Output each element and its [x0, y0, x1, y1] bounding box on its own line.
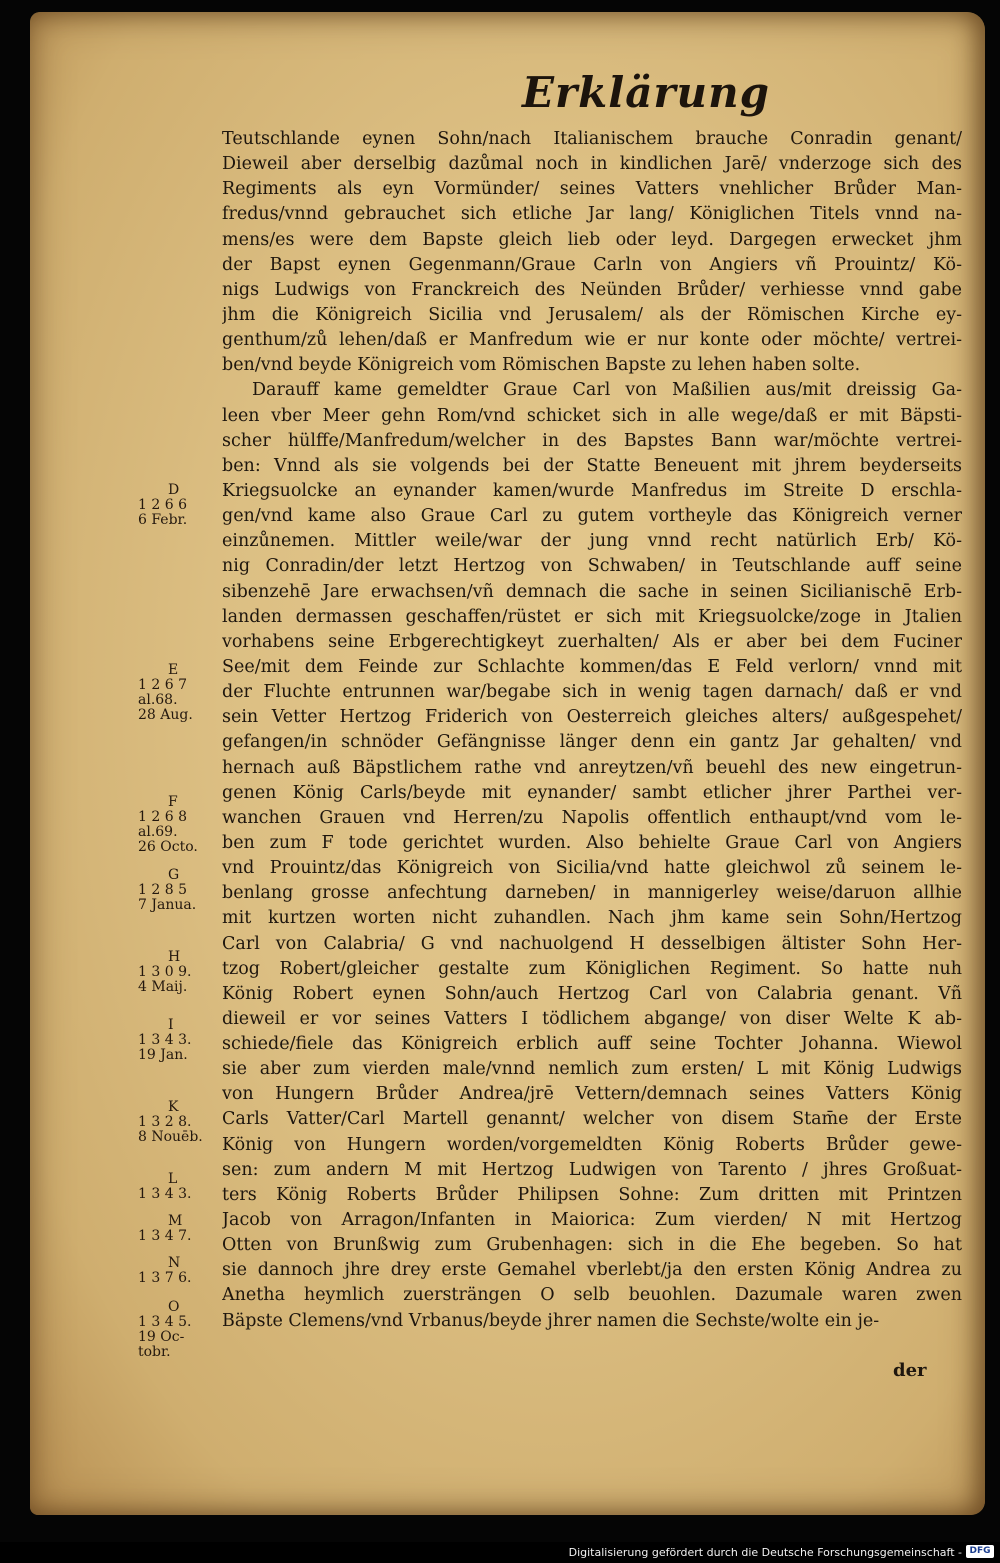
text-line: gefangen/in schnöder Gefängnisse länger denn ein gantz Jar gehalten/ vnd	[222, 732, 962, 753]
text-line: ters König Roberts Brůder Philipsen Sohne: Zum dritten mit Printzen	[222, 1184, 962, 1205]
text-line: mit kurtzen worten nicht zuhandlen. Nach jhm kame sein Sohn/Hertzog	[222, 908, 962, 929]
text-line: der Bapst eynen Gegenmann/Graue Carln von Angiers vñ Prouintz/ Kö-	[222, 254, 962, 275]
text-line: Anetha heymlich zuersträngen O selb beuohlen. Dazumale waren zwen	[222, 1285, 962, 1306]
margin-note-line: al.69.	[138, 824, 178, 840]
text-line: landen dermassen geschaffen/rüstet er sich mit Kriegsuolcke/zoge in Jtalien	[222, 606, 962, 627]
text-line: vorhabens seine Erbgerechtigkeyt zuerhalten/ Als er aber bei dem Fuciner	[222, 631, 962, 652]
text-line: fredus/vnnd gebrauchet sich etliche Jar lang/ Königlichen Titels vnnd na-	[222, 204, 962, 225]
text-line: schiede/fiele das Königreich erblich auff seine Tochter Johanna. Wiewol	[222, 1034, 962, 1055]
margin-note-line: 28 Aug.	[138, 707, 193, 723]
text-line: von Hungern Brůder Andrea/jrē Vettern/demnach seines Vatters König	[222, 1084, 962, 1105]
margin-note-line: E	[168, 662, 179, 678]
text-line: Darauff kame gemeldter Graue Carl von Maßilien aus/mit dreissig Ga-	[252, 380, 962, 401]
margin-note-line: K	[168, 1099, 179, 1115]
margin-note	[138, 1300, 228, 1360]
margin-note-line: I	[168, 1017, 174, 1033]
margin-note-line: 1 2 6 7	[138, 677, 187, 693]
margin-note-line: 1 3 2 8.	[138, 1114, 192, 1130]
margin-note-line: 7 Janua.	[138, 897, 197, 913]
text-line: einzůnemen. Mittler weile/war der jung vnnd recht natürlich Erb/ Kö-	[222, 531, 962, 552]
margin-note	[138, 1018, 228, 1063]
margin-note-line: 26 Octo.	[138, 839, 198, 855]
text-line: Carl von Calabria/ G vnd nachuolgend H desselbigen ältister Sohn Her-	[222, 933, 962, 954]
text-line: nig Conradin/der letzt Hertzog von Schwaben/ in Teutschlande auff seine	[222, 556, 962, 577]
text-line: Carls Vatter/Carl Martell genannt/ welcher von disem Stam̄e der Erste	[222, 1109, 962, 1130]
margin-note-line: 1 3 7 6.	[138, 1270, 192, 1286]
catchword: der	[893, 1360, 927, 1381]
margin-note-line: 1 3 0 9.	[138, 964, 192, 980]
text-line: vnd Prouintz/das Königreich von Sicilia/vnd hatte gleichwol zů seinem le-	[222, 858, 962, 879]
margin-note-line: M	[168, 1213, 183, 1229]
margin-note-line: 1 3 4 5.	[138, 1314, 192, 1330]
text-line: Otten von Brunßwig zum Grubenhagen: sich in die Ehe begeben. So hat	[222, 1235, 962, 1256]
margin-note-line: 6 Febr.	[138, 512, 188, 528]
text-line: mens/es were dem Bapste gleich lieb oder leyd. Dargegen erwecket jhm	[222, 229, 962, 250]
margin-note-line: H	[168, 949, 181, 965]
text-line: See/mit dem Feinde zur Schlachte kommen/das E Feld verlorn/ vnnd mit	[222, 656, 962, 677]
margin-note-line: tobr.	[138, 1344, 171, 1360]
text-line: benlang grosse anfechtung darneben/ in mannigerley weise/daruon allhie	[222, 883, 962, 904]
text-line: jhm die Königreich Sicilia vnd Jerusalem/ als der Römischen Kirche ey-	[222, 304, 962, 325]
text-line: König von Hungern worden/vorgemeldten König Roberts Brůder gewe-	[222, 1134, 962, 1155]
margin-note-line: 19 Oc-	[138, 1329, 185, 1345]
text-line: sie aber zum vierden male/vnnd nemlich zum ersten/ L mit König Ludwigs	[222, 1059, 962, 1080]
margin-note	[138, 1214, 228, 1244]
text-line: sie dannoch jhre drey erste Gemahel vberlebt/ja den ersten König Andrea zu	[222, 1260, 962, 1281]
text-line: sein Vetter Hertzog Friderich von Oesterreich gleiches alters/ außgespehet/	[222, 707, 962, 728]
text-line: genen König Carls/beyde mit eynander/ sambt etlicher jhrer Parthei ver-	[222, 782, 962, 803]
margin-note	[138, 483, 228, 528]
text-line: gen/vnd kame also Graue Carl zu gutem vortheyle das Königreich verner	[222, 506, 962, 527]
margin-note-line: 1 2 8 5	[138, 882, 187, 898]
margin-note-line: 1 3 4 7.	[138, 1228, 192, 1244]
text-line: dieweil er vor seines Vatters I tödlichem abgange/ von diser Welte K ab-	[222, 1008, 962, 1029]
running-heading: Erklärung	[522, 68, 770, 117]
margin-note-line: 8 Nouēb.	[138, 1129, 203, 1145]
text-line: Regiments als eyn Vormünder/ seines Vatters vnehlicher Brůder Man-	[222, 179, 962, 200]
text-line: der Fluchte entrunnen war/begabe sich in wenig tagen darnach/ daß er vnd	[222, 682, 962, 703]
text-line: Bäpste Clemens/vnd Vrbanus/beyde jhrer namen die Sechste/wolte ein je-	[222, 1310, 880, 1331]
text-line: Teutschlande eynen Sohn/nach Italianischem brauche Conradin genant/	[222, 129, 962, 149]
margin-note-line: 1 3 4 3.	[138, 1186, 192, 1202]
margin-note	[138, 1100, 228, 1145]
text-line: ben zum F tode gerichtet wurden. Also behielte Graue Carl von Angiers	[222, 832, 962, 853]
text-line: nigs Ludwigs von Franckreich des Neünden Brůder/ verhiesse vnnd gabe	[222, 279, 962, 300]
margin-note-line: L	[168, 1171, 178, 1187]
margin-note	[138, 663, 228, 723]
margin-note-line: O	[168, 1299, 180, 1315]
margin-note-line: 1 3 4 3.	[138, 1032, 192, 1048]
funding-notice: Digitalisierung gefördert durch die Deutsche Forschungsgemeinschaft -	[568, 1546, 962, 1559]
margin-note-line: G	[168, 867, 180, 883]
margin-note-line: al.68.	[138, 692, 178, 708]
text-line: hernach auß Bäpstlichem rathe vnd anreytzen/vñ beuehl des new eingetrun-	[222, 757, 962, 778]
dfg-logo: DFG	[966, 1545, 994, 1558]
margin-note-line: 1 2 6 6	[138, 497, 187, 513]
margin-note-line: N	[168, 1255, 181, 1271]
text-line: sen: zum andern M mit Hertzog Ludwigen von Tarento / jhres Großuat-	[222, 1159, 962, 1180]
text-line: Dieweil aber derselbig dazůmal noch in kindlichen Jarē/ vnderzoge sich des	[222, 154, 962, 175]
text-line: sibenzehē Jare erwachsen/vñ demnach die sache in seinen Sicilianischē Erb-	[222, 581, 962, 602]
margin-note	[138, 795, 228, 855]
text-line: scher hülffe/Manfredum/welcher in des Bapstes Bann war/möchte vertrei-	[222, 430, 962, 451]
text-line: ben: Vnnd als sie volgends bei der Statte Beneuent mit jhrem beyderseits	[222, 455, 962, 476]
text-line: König Robert eynen Sohn/auch Hertzog Carl von Calabria genant. Vñ	[222, 983, 962, 1004]
margin-note	[138, 868, 228, 913]
margin-note-line: F	[168, 794, 178, 810]
text-line: ben/vnd beyde Königreich vom Römischen Bapste zu lehen haben solte.	[222, 355, 861, 376]
text-line: tzog Robert/gleicher gestalte zum Königlichen Regiment. So hatte nuh	[222, 958, 962, 979]
margin-note-line: 4 Maij.	[138, 979, 188, 995]
text-line: genthum/zů lehen/daß er Manfredum wie er nur konte oder möchte/ vertrei-	[222, 330, 962, 351]
margin-note-line: 1 2 6 8	[138, 809, 187, 825]
text-line: leen vber Meer gehn Rom/vnd schicket sich in alle wege/daß er mit Bäpsti-	[222, 405, 962, 426]
text-line: Kriegsuolcke an eynander kamen/wurde Manfredus im Streite D erschla-	[222, 480, 962, 501]
margin-note	[138, 1172, 228, 1202]
margin-note	[138, 1256, 228, 1286]
body-text	[222, 127, 962, 1334]
text-line: wanchen Grauen vnd Herren/zu Napolis offentlich enthaupt/vnd vom le-	[222, 807, 962, 828]
margin-note-line: 19 Jan.	[138, 1047, 188, 1063]
margin-note-line: D	[168, 482, 180, 498]
text-line: Jacob von Arragon/Infanten in Maiorica: Zum vierden/ N mit Hertzog	[222, 1210, 962, 1231]
margin-note	[138, 950, 228, 995]
